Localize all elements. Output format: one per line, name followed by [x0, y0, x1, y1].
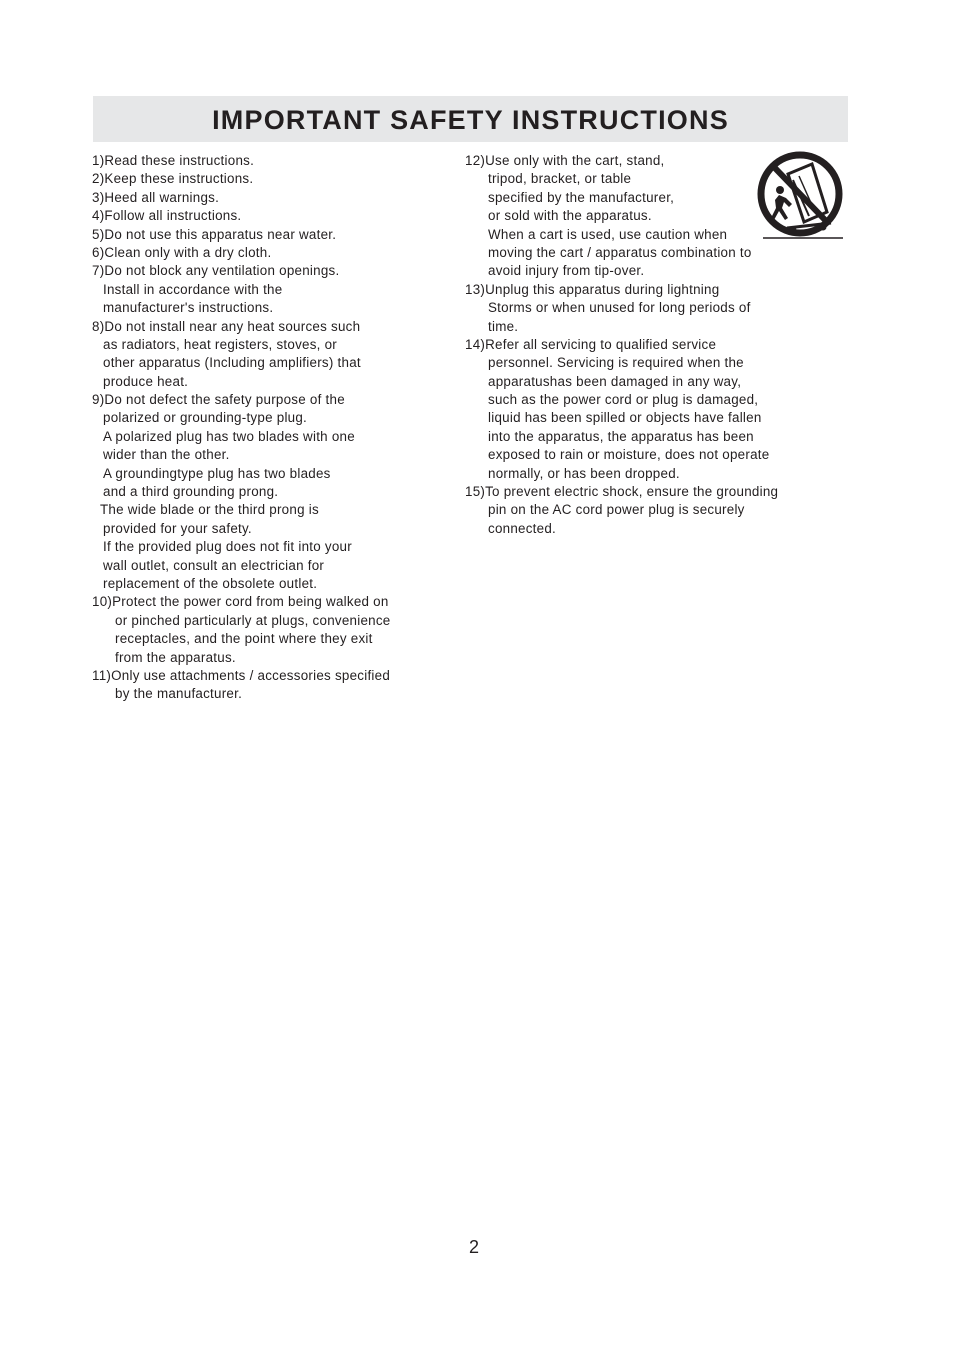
instruction-line: receptacles, and the point where they exit	[115, 631, 373, 647]
instruction-line: 3)Heed all warnings.	[92, 189, 220, 205]
instruction-line: polarized or grounding-type plug.	[103, 410, 308, 426]
instruction-line: pin on the AC cord power plug is securely	[488, 502, 745, 518]
instruction-line: 4)Follow all instructions.	[92, 208, 242, 224]
instruction-line: time.	[488, 318, 519, 334]
instruction-line: wall outlet, consult an electrician for	[103, 557, 325, 573]
instruction-line: by the manufacturer.	[115, 686, 243, 702]
instruction-line: such as the power cord or plug is damaged,	[488, 392, 759, 408]
instruction-line: 10)Protect the power cord from being walked on	[92, 594, 389, 610]
instruction-line: tripod, bracket, or table	[488, 171, 632, 187]
page-number: 2	[468, 1237, 479, 1257]
instruction-line: 2)Keep these instructions.	[92, 171, 254, 187]
instruction-line: liquid has been spilled or objects have fallen	[488, 410, 762, 426]
instruction-line: 12)Use only with the cart, stand,	[465, 153, 665, 168]
instruction-line: wider than the other.	[103, 447, 230, 463]
instruction-line: other apparatus (Including amplifiers) that	[103, 355, 361, 371]
instruction-line: Install in accordance with the	[103, 281, 283, 297]
instructions-left-column	[92, 152, 442, 704]
page-title: IMPORTANT SAFETY INSTRUCTIONS	[212, 105, 729, 135]
instruction-line: moving the cart / apparatus combination to	[488, 244, 752, 260]
instruction-line: 7)Do not block any ventilation openings.	[92, 263, 340, 279]
instruction-line: produce heat.	[103, 373, 189, 389]
instruction-line: Storms or when unused for long periods of	[488, 300, 751, 316]
instruction-line: When a cart is used, use caution when	[488, 226, 728, 242]
instruction-line: connected.	[488, 520, 557, 536]
instruction-line: exposed to rain or moisture, does not operate	[488, 447, 770, 463]
instruction-line: 13)Unplug this apparatus during lightning	[465, 281, 720, 297]
instruction-line: or pinched particularly at plugs, convenience	[115, 612, 391, 628]
instruction-line: 1)Read these instructions.	[92, 153, 255, 168]
instruction-line: If the provided plug does not fit into your	[103, 539, 352, 555]
instruction-line: apparatushas been damaged in any way,	[488, 373, 742, 389]
instruction-line: A groundingtype plug has two blades	[103, 465, 331, 481]
title-bar	[93, 96, 848, 142]
cart-tip-over-warning-icon	[755, 150, 845, 242]
instruction-line: personnel. Servicing is required when the	[488, 355, 744, 371]
instruction-line: 6)Clean only with a dry cloth.	[92, 244, 272, 260]
instruction-line: The wide blade or the third prong is	[100, 502, 319, 518]
instruction-line: 8)Do not install near any heat sources such	[92, 318, 361, 334]
instruction-line: or sold with the apparatus.	[488, 208, 652, 224]
instruction-line: specified by the manufacturer,	[488, 189, 675, 205]
instruction-line: from the apparatus.	[115, 649, 236, 665]
instruction-line: 11)Only use attachments / accessories specified	[92, 667, 391, 683]
instruction-line: and a third grounding prong.	[103, 484, 279, 500]
instruction-line: replacement of the obsolete outlet.	[103, 575, 318, 591]
instruction-line: 14)Refer all servicing to qualified service	[465, 336, 717, 352]
instruction-line: normally, or has been dropped.	[488, 465, 680, 481]
instruction-line: as radiators, heat registers, stoves, or	[103, 336, 338, 352]
instruction-line: A polarized plug has two blades with one	[103, 428, 355, 444]
instruction-line: manufacturer's instructions.	[103, 300, 274, 316]
instruction-line: 15)To prevent electric shock, ensure the grounding	[465, 484, 779, 500]
instruction-line: into the apparatus, the apparatus has been	[488, 428, 754, 444]
instruction-line: avoid injury from tip-over.	[488, 263, 645, 279]
instruction-line: provided for your safety.	[103, 520, 252, 536]
instruction-line: 9)Do not defect the safety purpose of the	[92, 392, 345, 408]
instruction-line: 5)Do not use this apparatus near water.	[92, 226, 337, 242]
